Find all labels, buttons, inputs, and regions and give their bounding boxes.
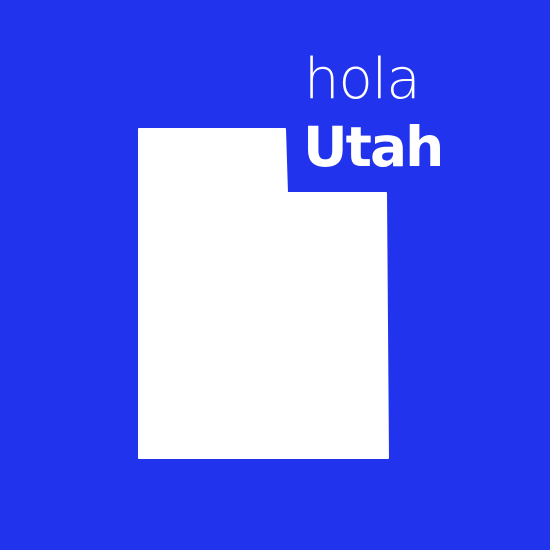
place-text: Utah <box>303 115 443 179</box>
greeting-text: hola <box>304 47 420 112</box>
